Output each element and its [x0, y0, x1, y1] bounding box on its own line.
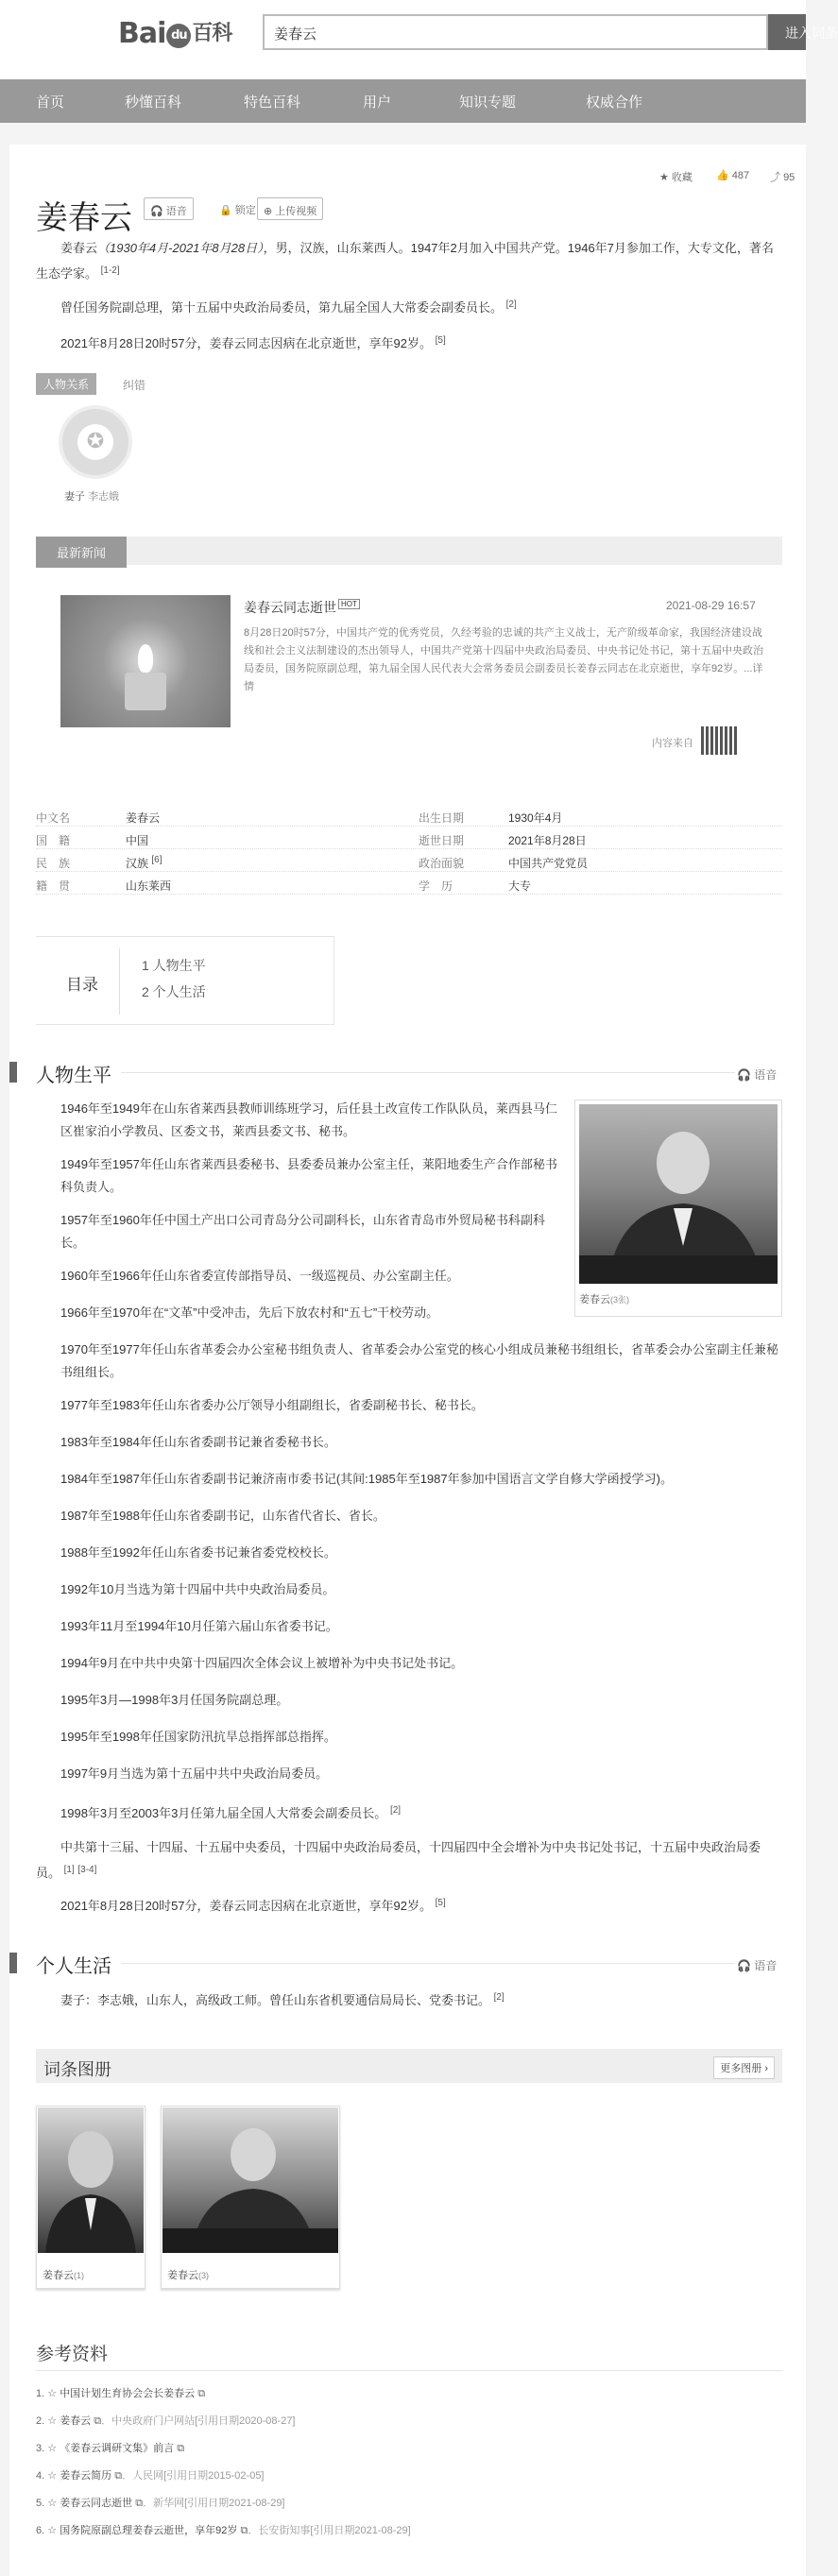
star-icon: ☆ [47, 2498, 58, 2509]
relation-avatar[interactable] [59, 405, 132, 479]
infobox-row: 国 籍 中国 逝世日期 2021年8月28日 [36, 828, 782, 849]
page-title: 姜春云 [36, 200, 132, 236]
toc-item-life[interactable]: 1 人物生平 [142, 958, 206, 973]
infobox-row: 籍 贯 山东莱西 学 历 大专 [36, 874, 782, 895]
search-button[interactable]: 进入词条 [768, 14, 806, 50]
news-bar-label: 最新新闻 [36, 537, 127, 568]
section-voice-button[interactable]: 🎧 语音 [737, 1959, 778, 1972]
life-item: 1988年至1992年任山东省委书记兼省委党校校长。 [60, 1545, 336, 1560]
thumbs-up-icon: 👍 [716, 170, 732, 181]
life-item: 1992年10月当选为第十四届中共中央政治局委员。 [60, 1582, 335, 1596]
nav-item-partners[interactable]: 权威合作 [586, 94, 643, 111]
nav-item-user[interactable]: 用户 [363, 94, 392, 111]
reference-item: 3. ☆ 《姜春云调研文集》前言 ⧉ [36, 2443, 185, 2454]
news-image-candle[interactable] [60, 595, 231, 727]
infobox-row: 中文名 姜春云 出生日期 1930年4月 [36, 806, 782, 827]
reference-item: 5. ☆ 姜春云同志逝世 ⧉．新华网[引用日期2021-08-29] [36, 2498, 285, 2509]
album-portrait-figure [162, 2107, 338, 2253]
section-divider [121, 1963, 735, 1964]
news-source-label: 内容来自 [652, 738, 693, 749]
nav-item-topics[interactable]: 知识专题 [459, 94, 517, 111]
lock-icon: 🔒 [219, 205, 235, 216]
news-body: 8月28日20时57分，中国共产党的优秀党员，久经考验的忠诚的共产主义战士，无产阶级革命家，我国经济建设战线和社会主义法制建设的杰出领导人，中国共产党第十四届中央政治局委员、中央书记处书记，第十五届中央政治局委员，国务院原副总理，第九届全国人民代表大会常务委员会副委员长姜春云同志在北京逝世，享年92岁。...详情 [244, 627, 763, 692]
life-item: 1949年至1957年任山东省莱西县委秘书、县委委员兼办公室主任，莱阳地委生产合作部秘书科负责人。 [60, 1157, 557, 1194]
star-icon: ☆ [47, 2525, 58, 2536]
reference-link[interactable]: 姜春云同志逝世 [60, 2498, 133, 2509]
headphones-icon: 🎧 [737, 1959, 755, 1972]
page-header [0, 0, 838, 79]
star-icon: ★ [659, 172, 672, 183]
reference-item: 4. ☆ 姜春云简历 ⧉．人民网[引用日期2015-02-05] [36, 2470, 265, 2482]
section-title: 人物生平 [36, 1066, 111, 1086]
album-header [36, 2049, 782, 2083]
infobox [36, 806, 782, 896]
candle-body [125, 673, 166, 710]
life-item: 1984年至1987年任山东省委副书记兼济南市委书记(其间:1985年至1987年参加中国语言文学自修大学函授学习)。 [60, 1472, 673, 1486]
intro-paragraph-2: 曾任国务院副总理，第十五届中央政治局委员，第九届全国人大常委会副委员长。 [2] [60, 299, 517, 315]
nav-item-miaodong[interactable]: 秒懂百科 [125, 94, 182, 111]
album-portrait-figure [38, 2107, 144, 2253]
life-item: 1966年至1970年在“文革”中受冲击，先后下放农村和“五七”干校劳动。 [60, 1305, 439, 1320]
external-link-icon[interactable]: ⧉ [135, 2498, 144, 2509]
photo-caption: 姜春云(3张) [579, 1294, 629, 1305]
life-item: 中共第十三届、十四届、十五届中央委员，十四届中央政治局委员，十四届四中全会增补为中央书记处书记，十五届中央政治局委员。 [1] [3-4] [36, 1840, 761, 1880]
external-link-icon[interactable]: ⧉ [114, 2470, 123, 2482]
section-header-life [9, 1059, 806, 1087]
reference-item: 6. ☆ 国务院原副总理姜春云逝世，享年92岁 ⧉．长安街知事[引用日期2021-08-29] [36, 2525, 411, 2536]
headphones-icon: 🎧 [150, 206, 166, 217]
personal-paragraph: 妻子：李志娥，山东人，高级政工师。曾任山东省机要通信局局长、党委书记。 [2] [60, 1992, 505, 2007]
life-item: 1994年9月在中共中央第十四届四次全体会议上被增补为中央书记处书记。 [60, 1656, 464, 1670]
like-button[interactable]: 👍 487 [716, 170, 750, 181]
life-item: 1987年至1988年任山东省委副书记，山东省代省长、省长。 [60, 1509, 385, 1523]
share-button[interactable]: ⤴ 95 [770, 172, 795, 183]
person-silhouette-icon: ✪ [77, 424, 113, 460]
life-item: 1946年至1949年在山东省莱西县教师训练班学习，后任县土改宣传工作队队员，莱西县马仁区崔家泊小学教员、区委文书，莱西县委文书、秘书。 [60, 1101, 557, 1138]
life-photo[interactable] [574, 1100, 782, 1317]
nav-item-home[interactable]: 首页 [36, 94, 65, 111]
life-item: 1983年至1984年任山东省委副书记兼省委秘书长。 [60, 1435, 336, 1449]
portrait-image [579, 1104, 778, 1284]
life-item: 1998年3月至2003年3月任第九届全国人大常委会副委员长。 [2] [60, 1805, 402, 1820]
reference-link[interactable]: 国务院原副总理姜春云逝世，享年92岁 [60, 2525, 238, 2536]
infobox-ethnicity-link[interactable]: 汉族 [6] [126, 855, 162, 870]
star-icon: ☆ [47, 2388, 58, 2399]
headphones-icon: 🎧 [737, 1068, 755, 1082]
album-image [38, 2107, 144, 2253]
album-caption: 姜春云(1) [43, 2270, 84, 2281]
life-item: 1995年至1998年任国家防汛抗旱总指挥部总指挥。 [60, 1730, 336, 1744]
section-title: 个人生活 [36, 1956, 111, 1977]
intro-paragraph: 姜春云（1930年4月-2021年8月28日），男，汉族，山东莱西人。1947年2月加入中国共产党。1946年7月参加工作，大专文化，著名生态学家。 [1-2] [36, 241, 774, 281]
paw-icon: du [166, 24, 191, 48]
table-of-contents [36, 936, 334, 1025]
upload-video-button[interactable]: ⊕ 上传视频 [257, 197, 323, 220]
reference-link[interactable]: 《姜春云调研文集》前言 [60, 2443, 175, 2454]
life-item: 2021年8月28日20时57分，姜春云同志因病在北京逝世，享年92岁。 [5] [60, 1898, 446, 1913]
star-icon: ☆ [47, 2470, 58, 2482]
candle-flame [138, 644, 153, 673]
life-item: 1970年至1977年任山东省革委会办公室秘书组负责人、省革委会办公室党的核心小组成员兼秘书组组长，省革委会办公室副主任兼秘书组组长。 [60, 1342, 778, 1379]
toc-label: 目录 [66, 976, 98, 994]
share-icon: ⤴ [770, 172, 784, 183]
life-item: 1977年至1983年任山东省委办公厅领导小组副组长，省委副秘书长、秘书长。 [60, 1398, 484, 1412]
section-header-personal [9, 1950, 806, 1978]
reference-link[interactable]: 姜春云 [60, 2415, 92, 2427]
news-bar [36, 537, 782, 565]
voice-button[interactable]: 🎧 语音 [144, 197, 194, 220]
external-link-icon[interactable]: ⧉ [177, 2443, 185, 2454]
star-icon: ☆ [47, 2443, 58, 2454]
life-item: 1995年3月—1998年3月任国务院副总理。 [60, 1693, 289, 1707]
life-item: 1997年9月当选为第十五届中共中央政治局委员。 [60, 1766, 329, 1781]
more-albums-button[interactable]: 更多图册 › [713, 2056, 775, 2079]
life-item: 1993年11月至1994年10月任第六届山东省委书记。 [60, 1619, 338, 1633]
infobox-row: 民 族 汉族 [6] 政治面貌 中国共产党党员 [36, 851, 782, 872]
section-bar [9, 1062, 17, 1083]
section-divider [121, 1072, 735, 1073]
reference-item: 1. ☆ 中国计划生育协会会长姜春云 ⧉ [36, 2388, 206, 2399]
album-title: 词条图册 [43, 2060, 111, 2079]
external-link-icon[interactable]: ⧉ [94, 2415, 102, 2427]
baidu-baike-logo[interactable] [118, 17, 231, 50]
main-nav [0, 79, 806, 123]
album-caption: 姜春云(3) [167, 2270, 209, 2281]
logo-baike-text: 百科 [192, 22, 232, 45]
plus-icon: ⊕ [264, 206, 276, 217]
star-icon: ☆ [47, 2415, 58, 2427]
news-source-logo[interactable] [701, 726, 739, 755]
lock-status: 🔒 锁定 [219, 205, 256, 216]
intro-paragraph-3: 2021年8月28日20时57分，姜春云同志因病在北京逝世，享年92岁。 [5] [60, 335, 446, 350]
news-date: 2021-08-29 16:57 [666, 599, 756, 612]
external-link-icon[interactable]: ⧉ [240, 2525, 248, 2536]
references-heading: 参考资料 [36, 2345, 109, 2364]
tab-relations[interactable]: 人物关系 [36, 373, 96, 395]
search-input[interactable]: 姜春云 [263, 14, 768, 50]
reference-link[interactable]: 中国计划生育协会会长姜春云 [60, 2388, 196, 2399]
portrait-figure [579, 1104, 778, 1284]
life-item: 1957年至1960年任中国土产出口公司青岛分公司副科长，山东省青岛市外贸局秘书科副科长。 [60, 1213, 545, 1250]
toc-item-personal[interactable]: 2 个人生活 [142, 984, 206, 999]
reference-item: 2. ☆ 姜春云 ⧉．中央政府门户网站[引用日期2020-08-27] [36, 2415, 296, 2427]
reference-link[interactable]: 姜春云简历 [60, 2470, 112, 2482]
main-content [9, 145, 806, 2576]
section-bar [9, 1953, 17, 1973]
album-image [162, 2107, 338, 2253]
life-item: 1960年至1966年任山东省委宣传部指导员、一级巡视员、办公室副主任。 [60, 1269, 459, 1283]
favorite-button[interactable]: ★ 收藏 [659, 172, 693, 183]
external-link-icon[interactable]: ⧉ [197, 2388, 206, 2399]
toc-divider [119, 948, 120, 1015]
logo-text: Bai [118, 17, 166, 50]
hot-badge: HOT [338, 599, 360, 609]
news-title-link[interactable]: 姜春云同志逝世 $^{HOT}$ [244, 598, 360, 617]
section-voice-button[interactable]: 🎧 语音 [737, 1068, 778, 1082]
tab-correction[interactable]: 纠错 [123, 379, 146, 392]
album-card[interactable] [36, 2106, 145, 2289]
album-card[interactable] [161, 2106, 340, 2289]
nav-item-special[interactable]: 特色百科 [244, 94, 301, 111]
relation-label[interactable]: 妻子 李志娥 [64, 491, 120, 503]
references-divider [36, 2370, 782, 2371]
